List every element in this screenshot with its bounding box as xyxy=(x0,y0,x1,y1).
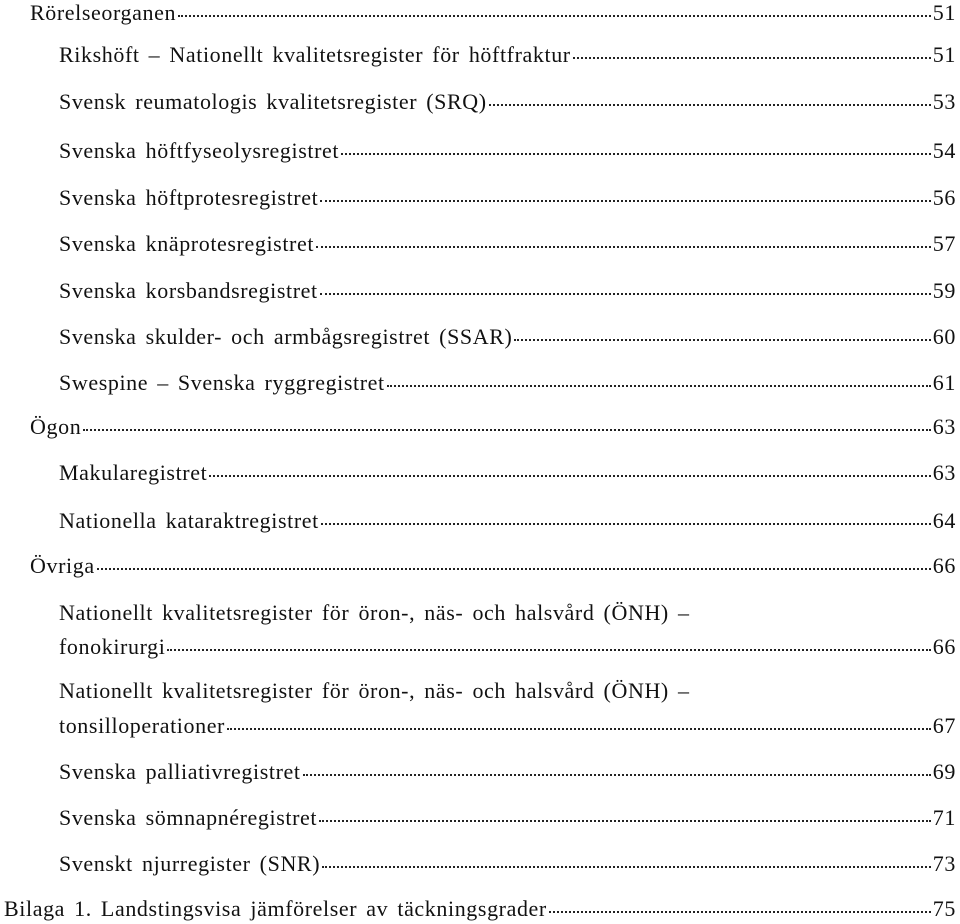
dot-leader xyxy=(316,246,931,248)
toc-entry-title: Rikshöft – Nationellt kvalitetsregister för höftfraktur xyxy=(59,42,571,67)
toc-entry-title: Svenska höftfyseolysregistret xyxy=(59,138,340,163)
toc-entry-section[interactable] xyxy=(30,0,956,26)
dot-leader xyxy=(322,866,931,868)
toc-entry-title: Swespine – Svenska ryggregistret xyxy=(59,370,385,395)
dot-leader xyxy=(209,475,931,477)
dot-leader xyxy=(514,339,930,341)
dot-leader xyxy=(549,911,931,913)
toc-entry[interactable] xyxy=(59,42,956,68)
toc-page-number: 61 xyxy=(932,370,956,395)
toc-entry-title: Makularegistret xyxy=(59,460,208,485)
toc-entry-title: Svenska höftprotesregistret xyxy=(59,185,319,210)
toc-entry-title: Svenska knäprotesregistret xyxy=(59,231,315,256)
toc-page-number: 71 xyxy=(932,805,956,830)
toc-entry[interactable] xyxy=(59,805,956,831)
dot-leader xyxy=(341,153,931,155)
toc-entry-title: Svensk reumatologis kvalitetsregister (SRQ) xyxy=(59,89,487,114)
toc-page-number: 67 xyxy=(932,713,956,738)
toc-entry[interactable] xyxy=(59,759,956,785)
dot-leader xyxy=(573,57,931,59)
toc-page-number: 51 xyxy=(932,42,956,67)
toc-page-number: 75 xyxy=(932,896,956,921)
toc-entry-title: Svenska korsbandsregistret xyxy=(59,278,318,303)
toc-entry-section[interactable] xyxy=(30,414,956,440)
dot-leader xyxy=(97,568,931,570)
toc-entry[interactable] xyxy=(59,634,956,660)
toc-page-number: 64 xyxy=(932,508,956,533)
toc-page-number: 66 xyxy=(932,553,956,578)
dot-leader xyxy=(167,649,930,651)
dot-leader xyxy=(320,293,931,295)
toc-page-number: 63 xyxy=(932,414,956,439)
toc-page-number: 54 xyxy=(932,138,956,163)
toc-page-number: 59 xyxy=(932,278,956,303)
dot-leader xyxy=(83,429,931,431)
toc-entry-title: Övriga xyxy=(30,553,95,578)
toc-entry-title: Svenska sömnapnéregistret xyxy=(59,805,318,830)
toc-entry-title: Bilaga 1. Landstingsvisa jämförelser av täckningsgrader xyxy=(4,896,547,921)
dot-leader xyxy=(387,385,931,387)
dot-leader xyxy=(303,774,931,776)
toc-entry[interactable] xyxy=(59,460,956,486)
toc-entry-title: Rörelseorganen xyxy=(30,0,177,25)
dot-leader xyxy=(320,200,930,202)
toc-entry[interactable] xyxy=(59,508,956,534)
dot-leader xyxy=(227,728,931,730)
toc-entry[interactable] xyxy=(59,851,956,877)
toc-entry-title: Svenska palliativregistret xyxy=(59,759,301,784)
toc-entry-title-line1: Nationellt kvalitetsregister för öron-, näs- och halsvård (ÖNH) – xyxy=(59,678,690,703)
toc-page-number: 51 xyxy=(932,0,956,25)
dot-leader xyxy=(319,820,931,822)
toc-entry-title: Ögon xyxy=(30,414,82,439)
toc-entry[interactable] xyxy=(59,713,956,739)
toc-page-number: 60 xyxy=(932,324,956,349)
toc-entry[interactable] xyxy=(59,138,956,164)
dot-leader xyxy=(489,104,931,106)
toc-page-number: 66 xyxy=(932,634,956,659)
toc-entry[interactable] xyxy=(59,324,956,350)
toc-entry-section[interactable] xyxy=(30,553,956,579)
toc-entry-title: fonokirurgi xyxy=(59,634,166,659)
toc-page-number: 69 xyxy=(932,759,956,784)
toc-entry-appendix[interactable] xyxy=(4,896,956,922)
dot-leader xyxy=(178,15,931,17)
toc-page-number: 73 xyxy=(932,851,956,876)
toc-entry[interactable] xyxy=(59,89,956,115)
toc-page-number: 57 xyxy=(932,231,956,256)
toc-entry-title: Svenska skulder- och armbågsregistret (SSAR) xyxy=(59,324,513,349)
toc-entry-title: Nationella kataraktregistret xyxy=(59,508,319,533)
toc-entry[interactable] xyxy=(59,231,956,257)
toc-page-number: 56 xyxy=(932,185,956,210)
toc-entry-title: Svenskt njurregister (SNR) xyxy=(59,851,321,876)
toc-entry[interactable] xyxy=(59,278,956,304)
toc-page-number: 63 xyxy=(932,460,956,485)
toc-entry-title-line1: Nationellt kvalitetsregister för öron-, näs- och halsvård (ÖNH) – xyxy=(59,600,690,625)
toc-entry[interactable] xyxy=(59,370,956,396)
toc-entry[interactable] xyxy=(59,185,956,211)
toc-page-number: 53 xyxy=(932,89,956,114)
toc-entry-title: tonsilloperationer xyxy=(59,713,225,738)
dot-leader xyxy=(321,523,931,525)
